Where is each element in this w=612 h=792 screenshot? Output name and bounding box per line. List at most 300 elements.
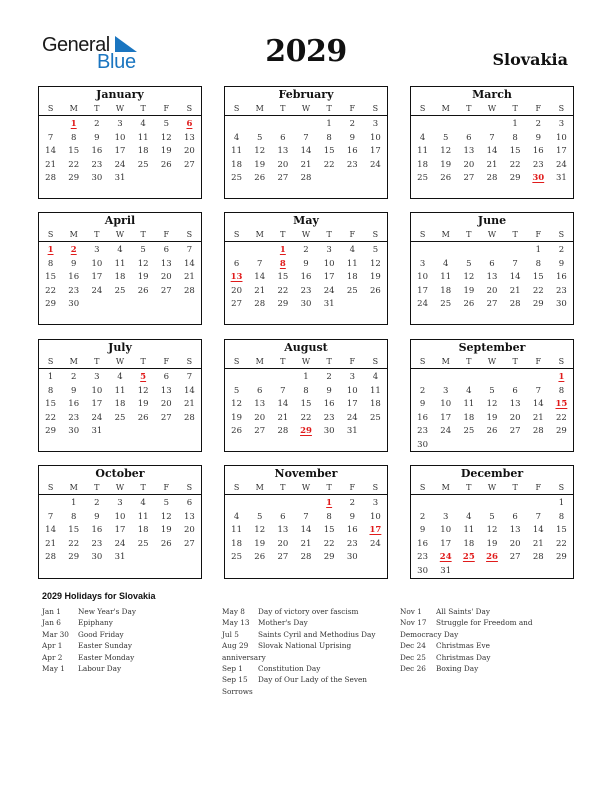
holiday-date: Sep 15 — [222, 675, 248, 685]
empty-cell — [504, 244, 527, 258]
empty-cell — [480, 118, 503, 132]
weekday-label: S — [186, 104, 193, 113]
empty-cell — [527, 371, 550, 385]
day: 18 — [231, 538, 242, 549]
day: 4 — [140, 498, 146, 508]
weekday-label: S — [558, 230, 565, 239]
weekday-label: M — [255, 483, 264, 492]
holiday-day: 30 — [532, 173, 545, 183]
day: 24 — [114, 159, 126, 170]
day: 5 — [233, 385, 240, 396]
day: 12 — [137, 385, 149, 396]
day: 4 — [443, 258, 449, 269]
day: 19 — [463, 285, 475, 296]
holiday-date: Jan 6 — [42, 618, 61, 628]
day: 10 — [323, 258, 335, 269]
day: 25 — [114, 412, 126, 423]
day: 20 — [486, 285, 498, 296]
holiday-day: 1 — [47, 245, 54, 255]
month-may — [224, 212, 388, 325]
weekday-label: T — [326, 483, 332, 492]
day: 23 — [323, 412, 335, 423]
month-april — [38, 212, 202, 325]
day: 6 — [512, 385, 518, 396]
day: 1 — [558, 498, 565, 508]
day: 10 — [370, 132, 381, 143]
day: 3 — [372, 498, 379, 508]
header-divider — [411, 494, 573, 495]
day: 31 — [440, 565, 452, 576]
empty-cell — [457, 497, 480, 511]
weekday-label: F — [163, 230, 170, 239]
empty-cell — [527, 497, 550, 511]
day: 18 — [114, 399, 126, 409]
day: 15 — [45, 272, 56, 282]
day: 23 — [346, 159, 358, 170]
empty-cell — [39, 497, 62, 511]
day: 4 — [372, 372, 379, 382]
holiday-name: Epiphany — [78, 618, 113, 628]
day-grid — [411, 118, 573, 186]
day: 18 — [463, 412, 475, 423]
weekday-label: S — [558, 104, 565, 113]
day: 23 — [417, 426, 428, 436]
day: 2 — [558, 245, 565, 255]
day: 13 — [463, 146, 475, 156]
day: 1 — [71, 498, 77, 508]
day: 20 — [277, 159, 289, 170]
weekday-label: M — [69, 104, 78, 113]
day: 17 — [91, 399, 103, 409]
month-november — [224, 465, 388, 579]
weekday-header — [39, 481, 201, 494]
day: 11 — [417, 146, 428, 156]
day: 5 — [443, 132, 449, 143]
day: 12 — [160, 511, 172, 522]
day: 20 — [463, 159, 475, 170]
weekday-label: T — [280, 104, 286, 113]
day: 13 — [486, 272, 498, 282]
weekday-label: S — [558, 483, 565, 492]
day-grid — [411, 371, 573, 452]
day: 5 — [163, 119, 169, 129]
weekday-label: S — [372, 230, 379, 239]
day: 25 — [440, 299, 452, 309]
month-name: May — [293, 214, 319, 227]
day: 7 — [303, 511, 309, 522]
day: 14 — [532, 525, 544, 535]
day: 31 — [346, 426, 358, 436]
weekday-label: W — [115, 230, 125, 239]
empty-cell — [225, 371, 248, 385]
day: 21 — [509, 285, 521, 296]
weekday-label: M — [69, 483, 78, 492]
holiday-day: 1 — [558, 372, 565, 382]
weekday-label: F — [349, 357, 356, 366]
day: 16 — [532, 146, 544, 156]
holiday-day: 1 — [70, 119, 77, 129]
holiday-column — [222, 606, 380, 697]
empty-cell — [434, 371, 457, 385]
day: 14 — [300, 146, 312, 156]
day: 5 — [489, 511, 495, 522]
day: 9 — [94, 132, 100, 143]
day: 11 — [231, 146, 242, 156]
day: 11 — [370, 385, 381, 396]
weekday-label: T — [326, 104, 332, 113]
month-name: July — [108, 341, 132, 354]
day: 15 — [323, 146, 335, 156]
weekday-label: M — [255, 357, 264, 366]
weekday-label: S — [419, 357, 426, 366]
day: 6 — [163, 245, 169, 255]
country-name: Slovakia — [492, 50, 568, 69]
day: 26 — [370, 285, 381, 296]
day: 30 — [346, 552, 358, 562]
day: 29 — [45, 426, 56, 436]
holiday-date: Jul 5 — [222, 629, 239, 639]
day: 29 — [556, 552, 567, 562]
header-divider — [39, 494, 201, 495]
day: 15 — [277, 272, 289, 282]
day: 9 — [419, 399, 426, 409]
day: 21 — [45, 159, 56, 170]
holiday-day: 6 — [186, 119, 193, 129]
weekday-label: T — [280, 357, 286, 366]
holiday-day: 1 — [326, 498, 333, 508]
day: 6 — [512, 511, 518, 522]
day: 3 — [326, 245, 332, 255]
day: 27 — [254, 426, 266, 436]
day: 25 — [231, 552, 242, 562]
day: 16 — [91, 146, 103, 156]
day: 7 — [535, 511, 541, 522]
day: 24 — [370, 159, 381, 170]
day-grid — [411, 244, 573, 312]
day: 13 — [277, 146, 289, 156]
day: 19 — [370, 272, 381, 282]
weekday-header — [39, 355, 201, 368]
weekday-label: S — [186, 357, 193, 366]
empty-cell — [457, 244, 480, 258]
day: 12 — [486, 525, 498, 535]
day: 28 — [277, 426, 289, 436]
page-title: 2029 — [265, 34, 347, 69]
day: 26 — [160, 159, 172, 170]
day: 2 — [419, 385, 426, 396]
day: 5 — [489, 385, 495, 396]
header-divider — [411, 241, 573, 242]
day: 27 — [509, 426, 521, 436]
day: 22 — [277, 285, 289, 296]
day: 1 — [512, 119, 518, 129]
day: 4 — [117, 372, 123, 382]
empty-cell — [457, 371, 480, 385]
empty-cell — [225, 497, 248, 511]
day: 28 — [45, 552, 56, 562]
weekday-label: W — [301, 357, 311, 366]
day: 25 — [137, 538, 149, 549]
day: 5 — [257, 132, 263, 143]
empty-cell — [480, 244, 503, 258]
month-name: August — [284, 341, 328, 354]
day: 18 — [440, 285, 452, 296]
weekday-label: T — [512, 230, 518, 239]
holiday-name: Saints Cyril and Methodius Day — [258, 629, 376, 639]
day: 21 — [300, 159, 312, 170]
day: 8 — [558, 385, 565, 396]
day: 24 — [417, 299, 428, 309]
day: 6 — [257, 385, 263, 396]
weekday-label: T — [512, 104, 518, 113]
day: 25 — [346, 285, 358, 296]
weekday-label: F — [535, 357, 542, 366]
day: 27 — [160, 285, 172, 296]
day: 31 — [114, 552, 126, 562]
day: 2 — [326, 372, 332, 382]
day: 18 — [463, 538, 475, 549]
day: 12 — [254, 146, 266, 156]
day: 5 — [372, 245, 379, 255]
month-september — [410, 339, 574, 452]
weekday-label: S — [47, 104, 54, 113]
day: 19 — [137, 399, 149, 409]
weekday-label: M — [255, 230, 264, 239]
holiday-date: Nov 17 — [400, 618, 427, 628]
day: 12 — [463, 272, 475, 282]
month-february — [224, 86, 388, 199]
day: 4 — [466, 385, 472, 396]
weekday-label: F — [163, 357, 170, 366]
holiday-date: May 13 — [222, 618, 250, 628]
day: 24 — [556, 159, 567, 170]
empty-cell — [271, 371, 294, 385]
day: 8 — [71, 511, 77, 522]
day: 20 — [509, 412, 521, 423]
day: 28 — [509, 299, 521, 309]
day: 29 — [323, 552, 335, 562]
day: 27 — [486, 299, 498, 309]
weekday-label: F — [349, 483, 356, 492]
day: 8 — [326, 511, 332, 522]
weekday-label: S — [372, 104, 379, 113]
day: 22 — [509, 159, 521, 170]
day: 8 — [558, 511, 565, 522]
holiday-day: 8 — [279, 258, 286, 269]
weekday-label: T — [512, 357, 518, 366]
weekday-label: T — [466, 104, 472, 113]
holiday-day: 17 — [369, 525, 382, 535]
weekday-label: T — [94, 357, 100, 366]
day: 28 — [300, 552, 312, 562]
day: 15 — [509, 146, 521, 156]
month-august — [224, 339, 388, 452]
weekday-label: T — [94, 104, 100, 113]
day: 26 — [231, 426, 242, 436]
weekday-label: T — [280, 483, 286, 492]
holiday-day: 5 — [140, 372, 147, 382]
holiday-item — [42, 606, 192, 617]
day: 13 — [160, 385, 172, 396]
day: 12 — [254, 525, 266, 535]
holiday-name: Easter Sunday — [78, 641, 133, 651]
day: 28 — [254, 299, 266, 309]
month-october — [38, 465, 202, 579]
day: 19 — [254, 538, 266, 549]
holiday-name: Christmas Day — [436, 652, 491, 662]
day: 31 — [114, 173, 126, 183]
weekday-label: S — [186, 230, 193, 239]
day: 18 — [137, 146, 149, 156]
holiday-day: 25 — [462, 552, 475, 562]
day: 16 — [417, 538, 428, 549]
day: 17 — [91, 272, 103, 282]
day: 8 — [512, 132, 518, 143]
day: 4 — [233, 511, 240, 522]
holiday-item — [400, 617, 550, 640]
day: 13 — [184, 132, 195, 143]
day: 3 — [558, 119, 565, 129]
day: 12 — [160, 132, 172, 143]
day: 9 — [349, 511, 355, 522]
day: 15 — [532, 272, 544, 282]
day: 12 — [370, 258, 381, 269]
day: 14 — [300, 525, 312, 535]
holiday-date: Mar 30 — [42, 629, 69, 639]
day: 17 — [556, 146, 567, 156]
day: 6 — [489, 258, 495, 269]
day: 9 — [558, 258, 565, 269]
weekday-label: M — [441, 483, 450, 492]
holiday-day: 26 — [486, 552, 498, 562]
holiday-name: Mother's Day — [258, 618, 308, 628]
day: 2 — [71, 372, 77, 382]
day: 30 — [68, 426, 80, 436]
day: 10 — [346, 385, 358, 396]
weekday-label: S — [47, 230, 54, 239]
empty-cell — [434, 244, 457, 258]
holiday-name: Easter Monday — [78, 652, 135, 662]
holiday-name: Struggle for Freedom and Democracy Day — [400, 618, 533, 639]
day: 11 — [440, 272, 452, 282]
day: 4 — [349, 245, 355, 255]
day: 3 — [419, 258, 426, 269]
day: 27 — [463, 173, 475, 183]
day: 15 — [68, 146, 80, 156]
day: 16 — [346, 525, 358, 535]
day: 14 — [486, 146, 498, 156]
day: 23 — [91, 538, 103, 549]
holiday-name: Christmas Eve — [436, 641, 490, 651]
holiday-item — [42, 652, 192, 663]
day: 2 — [349, 498, 355, 508]
day: 23 — [300, 285, 312, 296]
weekday-label: T — [512, 483, 518, 492]
day: 15 — [300, 399, 312, 409]
month-name: September — [458, 341, 526, 354]
holiday-name: Slovak National Uprising anniversary — [222, 641, 352, 662]
day: 2 — [303, 245, 309, 255]
holiday-item — [400, 652, 550, 663]
day: 27 — [184, 159, 195, 170]
empty-cell — [480, 497, 503, 511]
day: 3 — [372, 119, 379, 129]
empty-cell — [294, 497, 317, 511]
day: 23 — [91, 159, 103, 170]
weekday-header — [39, 228, 201, 241]
day: 16 — [323, 399, 335, 409]
holiday-item — [42, 640, 192, 651]
header-divider — [225, 115, 387, 116]
day: 22 — [68, 159, 80, 170]
day: 12 — [486, 399, 498, 409]
day: 17 — [114, 525, 126, 535]
weekday-label: F — [349, 230, 356, 239]
day: 5 — [257, 511, 263, 522]
empty-cell — [457, 118, 480, 132]
empty-cell — [480, 371, 503, 385]
day: 11 — [463, 399, 475, 409]
weekday-label: S — [372, 357, 379, 366]
day: 17 — [417, 285, 428, 296]
day: 19 — [160, 146, 172, 156]
weekday-label: W — [115, 357, 125, 366]
day: 11 — [231, 525, 242, 535]
day: 30 — [91, 173, 103, 183]
day: 15 — [45, 399, 56, 409]
day: 14 — [277, 399, 289, 409]
day: 14 — [184, 258, 195, 269]
day: 17 — [323, 272, 335, 282]
holiday-date: Apr 2 — [42, 652, 63, 662]
day: 26 — [254, 552, 266, 562]
weekday-label: S — [419, 483, 426, 492]
weekday-label: T — [466, 230, 472, 239]
day: 20 — [509, 538, 521, 549]
header-divider — [411, 368, 573, 369]
empty-cell — [248, 118, 271, 132]
day: 20 — [160, 399, 172, 409]
day: 3 — [94, 372, 100, 382]
holiday-item — [222, 674, 380, 697]
day: 31 — [556, 173, 567, 183]
empty-cell — [271, 497, 294, 511]
day-grid — [225, 118, 387, 186]
day: 21 — [45, 538, 56, 549]
holiday-item — [222, 640, 380, 663]
day: 23 — [417, 552, 428, 562]
day: 3 — [443, 511, 449, 522]
day: 4 — [117, 245, 123, 255]
day: 28 — [532, 426, 544, 436]
weekday-label: T — [94, 483, 100, 492]
day: 13 — [184, 511, 195, 522]
day: 10 — [440, 525, 452, 535]
day: 30 — [300, 299, 312, 309]
holiday-column — [400, 606, 550, 674]
month-name: March — [472, 88, 512, 101]
day: 10 — [91, 385, 103, 396]
day: 23 — [532, 159, 544, 170]
day: 6 — [233, 258, 240, 269]
holiday-item — [42, 617, 192, 628]
day: 8 — [326, 132, 332, 143]
weekday-label: S — [47, 483, 54, 492]
day: 16 — [346, 146, 358, 156]
day: 30 — [417, 439, 428, 450]
day: 10 — [370, 511, 381, 522]
day-grid — [39, 371, 201, 439]
